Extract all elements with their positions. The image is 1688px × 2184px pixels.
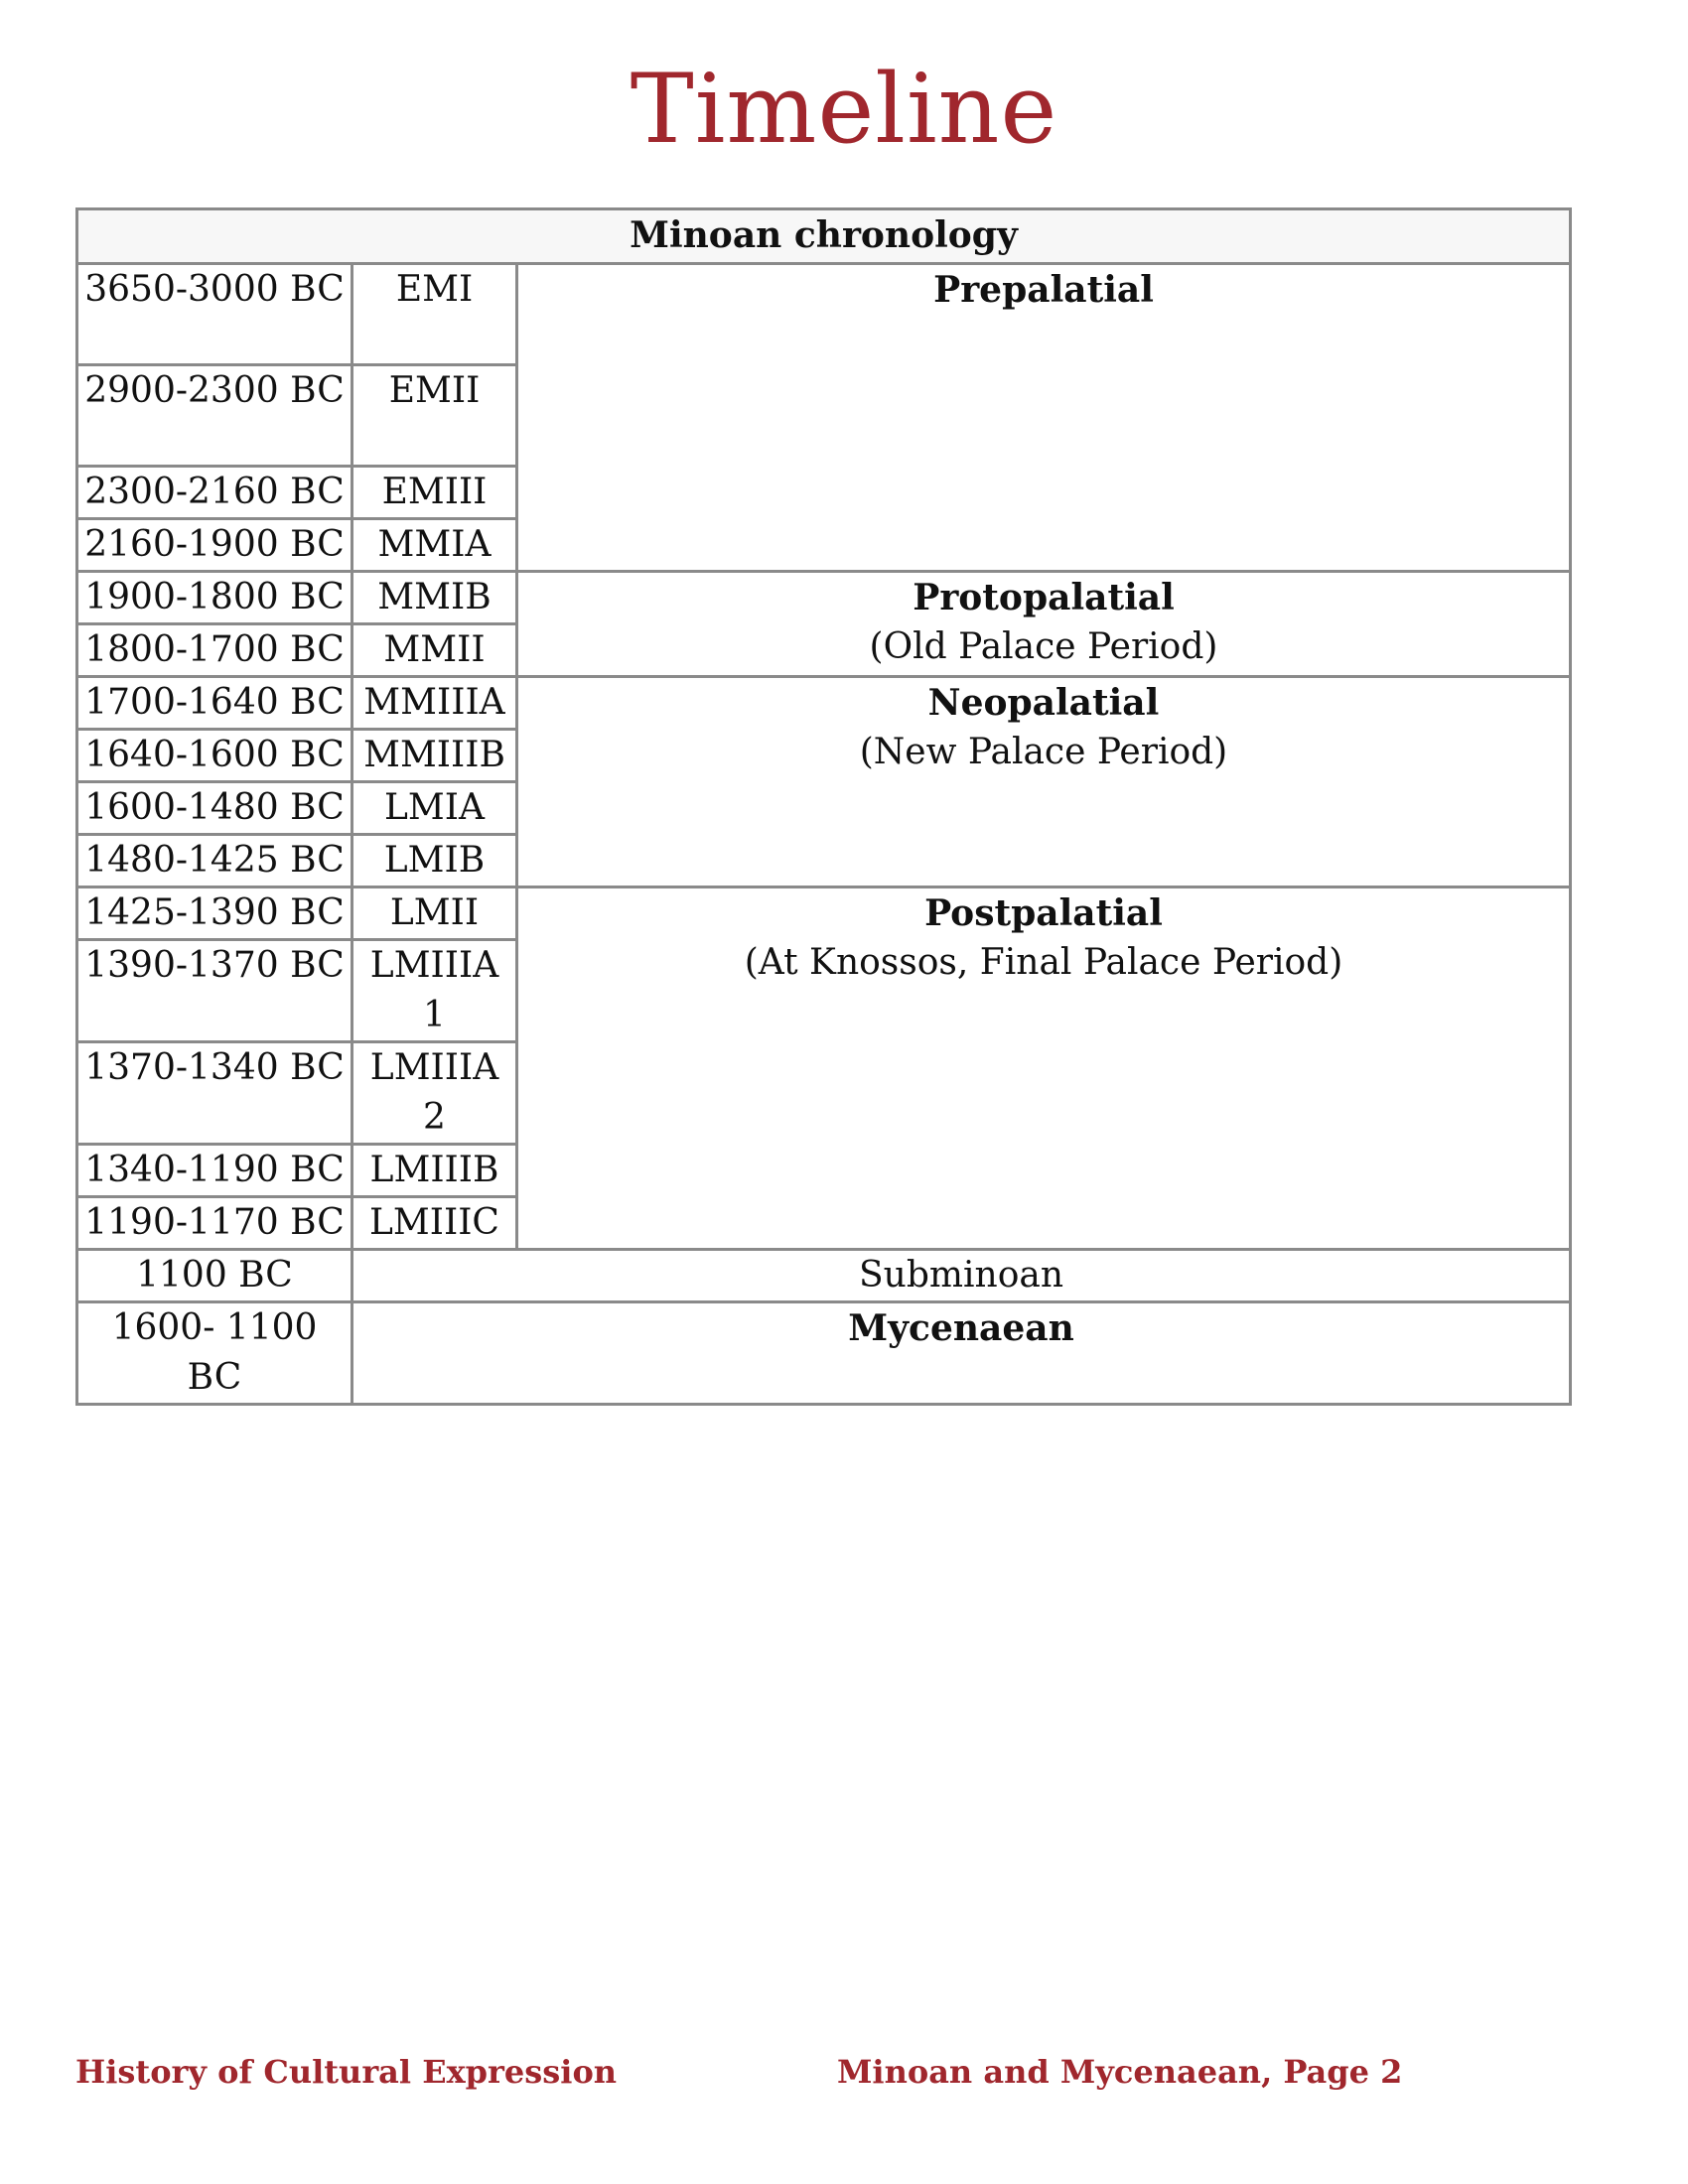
- phase-code-cell: LMIIIC: [352, 1197, 517, 1250]
- phase-code-cell: LMIIIA 2: [352, 1042, 517, 1145]
- period-subtitle: (Old Palace Period): [869, 626, 1218, 667]
- date-cell: 1800-1700 BC: [77, 624, 352, 677]
- date-cell: 1600- 1100 BC: [77, 1302, 352, 1405]
- date-cell: 1390-1370 BC: [77, 940, 352, 1042]
- phase-code-cell: MMIIIB: [352, 730, 517, 782]
- phase-code-cell: MMII: [352, 624, 517, 677]
- date-cell: 1900-1800 BC: [77, 572, 352, 624]
- minoan-chronology-table: [75, 207, 1572, 1406]
- period-subtitle: (New Palace Period): [859, 732, 1228, 772]
- period-name: Mycenaean: [848, 1307, 1074, 1349]
- date-cell: 3650-3000 BC: [77, 264, 352, 365]
- period-name: Prepalatial: [933, 269, 1154, 311]
- table-row: [77, 1302, 1571, 1405]
- date-cell: 2900-2300 BC: [77, 365, 352, 467]
- date-cell: 1700-1640 BC: [77, 677, 352, 730]
- phase-code-cell: MMIB: [352, 572, 517, 624]
- footer-page-label: Minoan and Mycenaean, Page 2: [837, 2053, 1403, 2091]
- phase-code-cell: MMIIIA: [352, 677, 517, 730]
- phase-code-cell: LMIA: [352, 782, 517, 835]
- period-cell-protopalatial: [517, 572, 1571, 677]
- table-row: [77, 264, 1571, 365]
- period-cell-mycenaean: [352, 1302, 1571, 1405]
- period-cell-prepalatial: [517, 264, 1571, 572]
- phase-code-cell: EMIII: [352, 467, 517, 519]
- period-name: Subminoan: [858, 1255, 1064, 1296]
- footer-course-title: History of Cultural Expression: [75, 2053, 618, 2091]
- period-cell-subminoan: [352, 1250, 1571, 1302]
- period-cell-postpalatial: [517, 887, 1571, 1250]
- date-cell: 1425-1390 BC: [77, 887, 352, 940]
- phase-code-cell: LMIIIA 1: [352, 940, 517, 1042]
- period-cell-neopalatial: [517, 677, 1571, 887]
- phase-code-cell: LMIB: [352, 835, 517, 887]
- table-row: [77, 572, 1571, 624]
- period-name: Postpalatial: [924, 892, 1163, 934]
- date-cell: 1370-1340 BC: [77, 1042, 352, 1145]
- table-row: [77, 887, 1571, 940]
- date-cell: 1600-1480 BC: [77, 782, 352, 835]
- date-cell: 1340-1190 BC: [77, 1145, 352, 1197]
- date-cell: 1100 BC: [77, 1250, 352, 1302]
- phase-code-cell: LMII: [352, 887, 517, 940]
- table-caption: Minoan chronology: [77, 209, 1571, 264]
- date-cell: 1640-1600 BC: [77, 730, 352, 782]
- phase-code-cell: MMIA: [352, 519, 517, 572]
- period-name: Protopalatial: [913, 577, 1175, 618]
- phase-code-cell: EMII: [352, 365, 517, 467]
- period-subtitle: (At Knossos, Final Palace Period): [744, 942, 1343, 983]
- date-cell: 1190-1170 BC: [77, 1197, 352, 1250]
- phase-code-cell: EMI: [352, 264, 517, 365]
- date-cell: 2300-2160 BC: [77, 467, 352, 519]
- date-cell: 1480-1425 BC: [77, 835, 352, 887]
- period-name: Neopalatial: [927, 682, 1160, 724]
- table-header-row: [77, 209, 1571, 264]
- date-cell: 2160-1900 BC: [77, 519, 352, 572]
- table-row: [77, 1250, 1571, 1302]
- page-title: Timeline: [630, 54, 1058, 165]
- phase-code-cell: LMIIIB: [352, 1145, 517, 1197]
- table-row: [77, 677, 1571, 730]
